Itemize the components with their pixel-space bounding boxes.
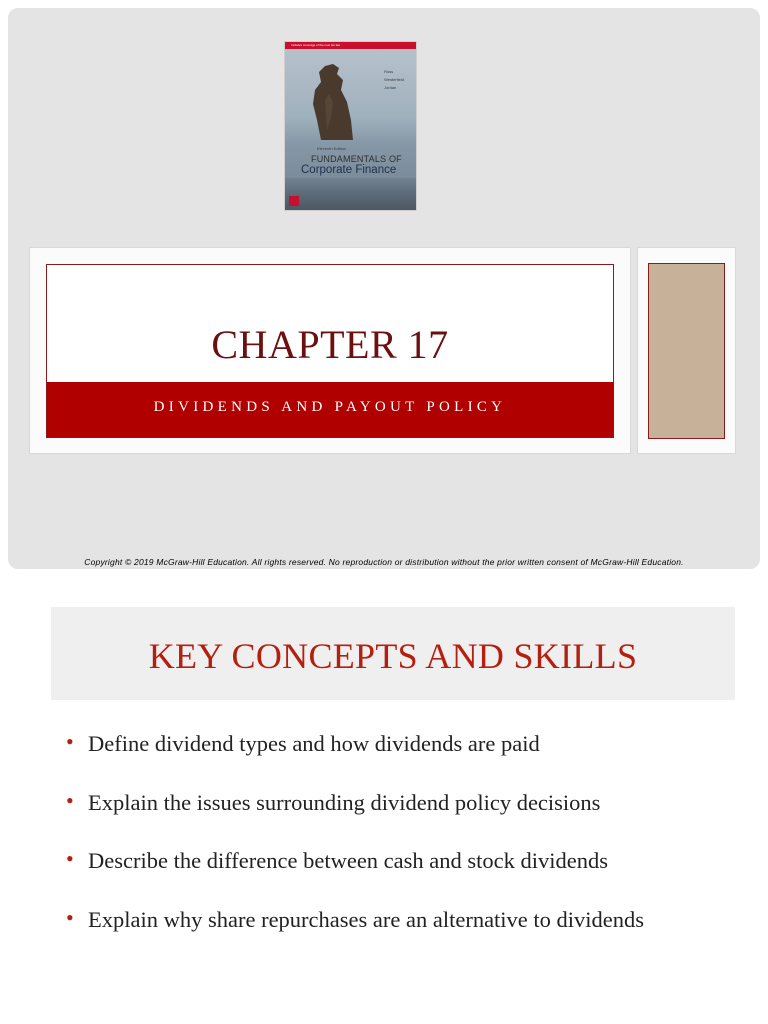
side-accent-panel bbox=[648, 263, 725, 439]
cover-tagline: Includes coverage of the new tax law bbox=[291, 43, 341, 47]
bullet-icon: • bbox=[66, 904, 74, 930]
title-slide bbox=[8, 8, 760, 569]
bullet-text: Describe the difference between cash and stock dividends bbox=[88, 848, 609, 873]
list-item bbox=[66, 787, 746, 846]
copyright-notice: Copyright © 2019 McGraw-Hill Education. All rights reserved. No reproduction or distribution without the prior written consent of McGraw-Hill Education. bbox=[84, 557, 684, 567]
title-frame bbox=[46, 264, 614, 438]
cover-author-2: Westerfield bbox=[384, 77, 404, 82]
side-card bbox=[638, 248, 735, 453]
key-concepts-list bbox=[66, 728, 746, 962]
key-concepts-header bbox=[51, 607, 735, 700]
book-cover-image bbox=[285, 42, 416, 210]
list-item bbox=[66, 728, 746, 787]
bullet-icon: • bbox=[66, 787, 74, 813]
bullet-text: Explain the issues surrounding dividend policy decisions bbox=[88, 789, 601, 815]
publisher-logo-icon bbox=[289, 196, 299, 206]
bullet-icon: • bbox=[66, 846, 74, 871]
bullet-text: Explain why share repurchases are an alternative to dividends bbox=[88, 906, 645, 932]
list-item bbox=[66, 904, 746, 963]
bullet-text: Define dividend types and how dividends are paid bbox=[88, 731, 540, 756]
key-concepts-title: KEY CONCEPTS AND SKILLS bbox=[148, 636, 638, 676]
cover-authors bbox=[384, 68, 404, 92]
cover-author-1: Ross bbox=[384, 69, 394, 74]
cover-title-line1: FUNDAMENTALS OF bbox=[311, 154, 402, 164]
cover-edition: Eleventh Edition bbox=[317, 146, 346, 151]
subtitle-bar bbox=[47, 382, 613, 437]
cover-author-3: Jordan bbox=[384, 85, 397, 90]
list-item bbox=[66, 845, 746, 904]
bullet-icon: • bbox=[66, 729, 74, 754]
title-card bbox=[30, 248, 630, 453]
cover-title-line2: Corporate Finance bbox=[301, 164, 397, 176]
chapter-subtitle: DIVIDENDS AND PAYOUT POLICY bbox=[153, 399, 507, 415]
chapter-title: CHAPTER 17 bbox=[211, 322, 449, 367]
cover-sea bbox=[285, 178, 416, 210]
sea-stack-rock-image bbox=[307, 60, 355, 140]
